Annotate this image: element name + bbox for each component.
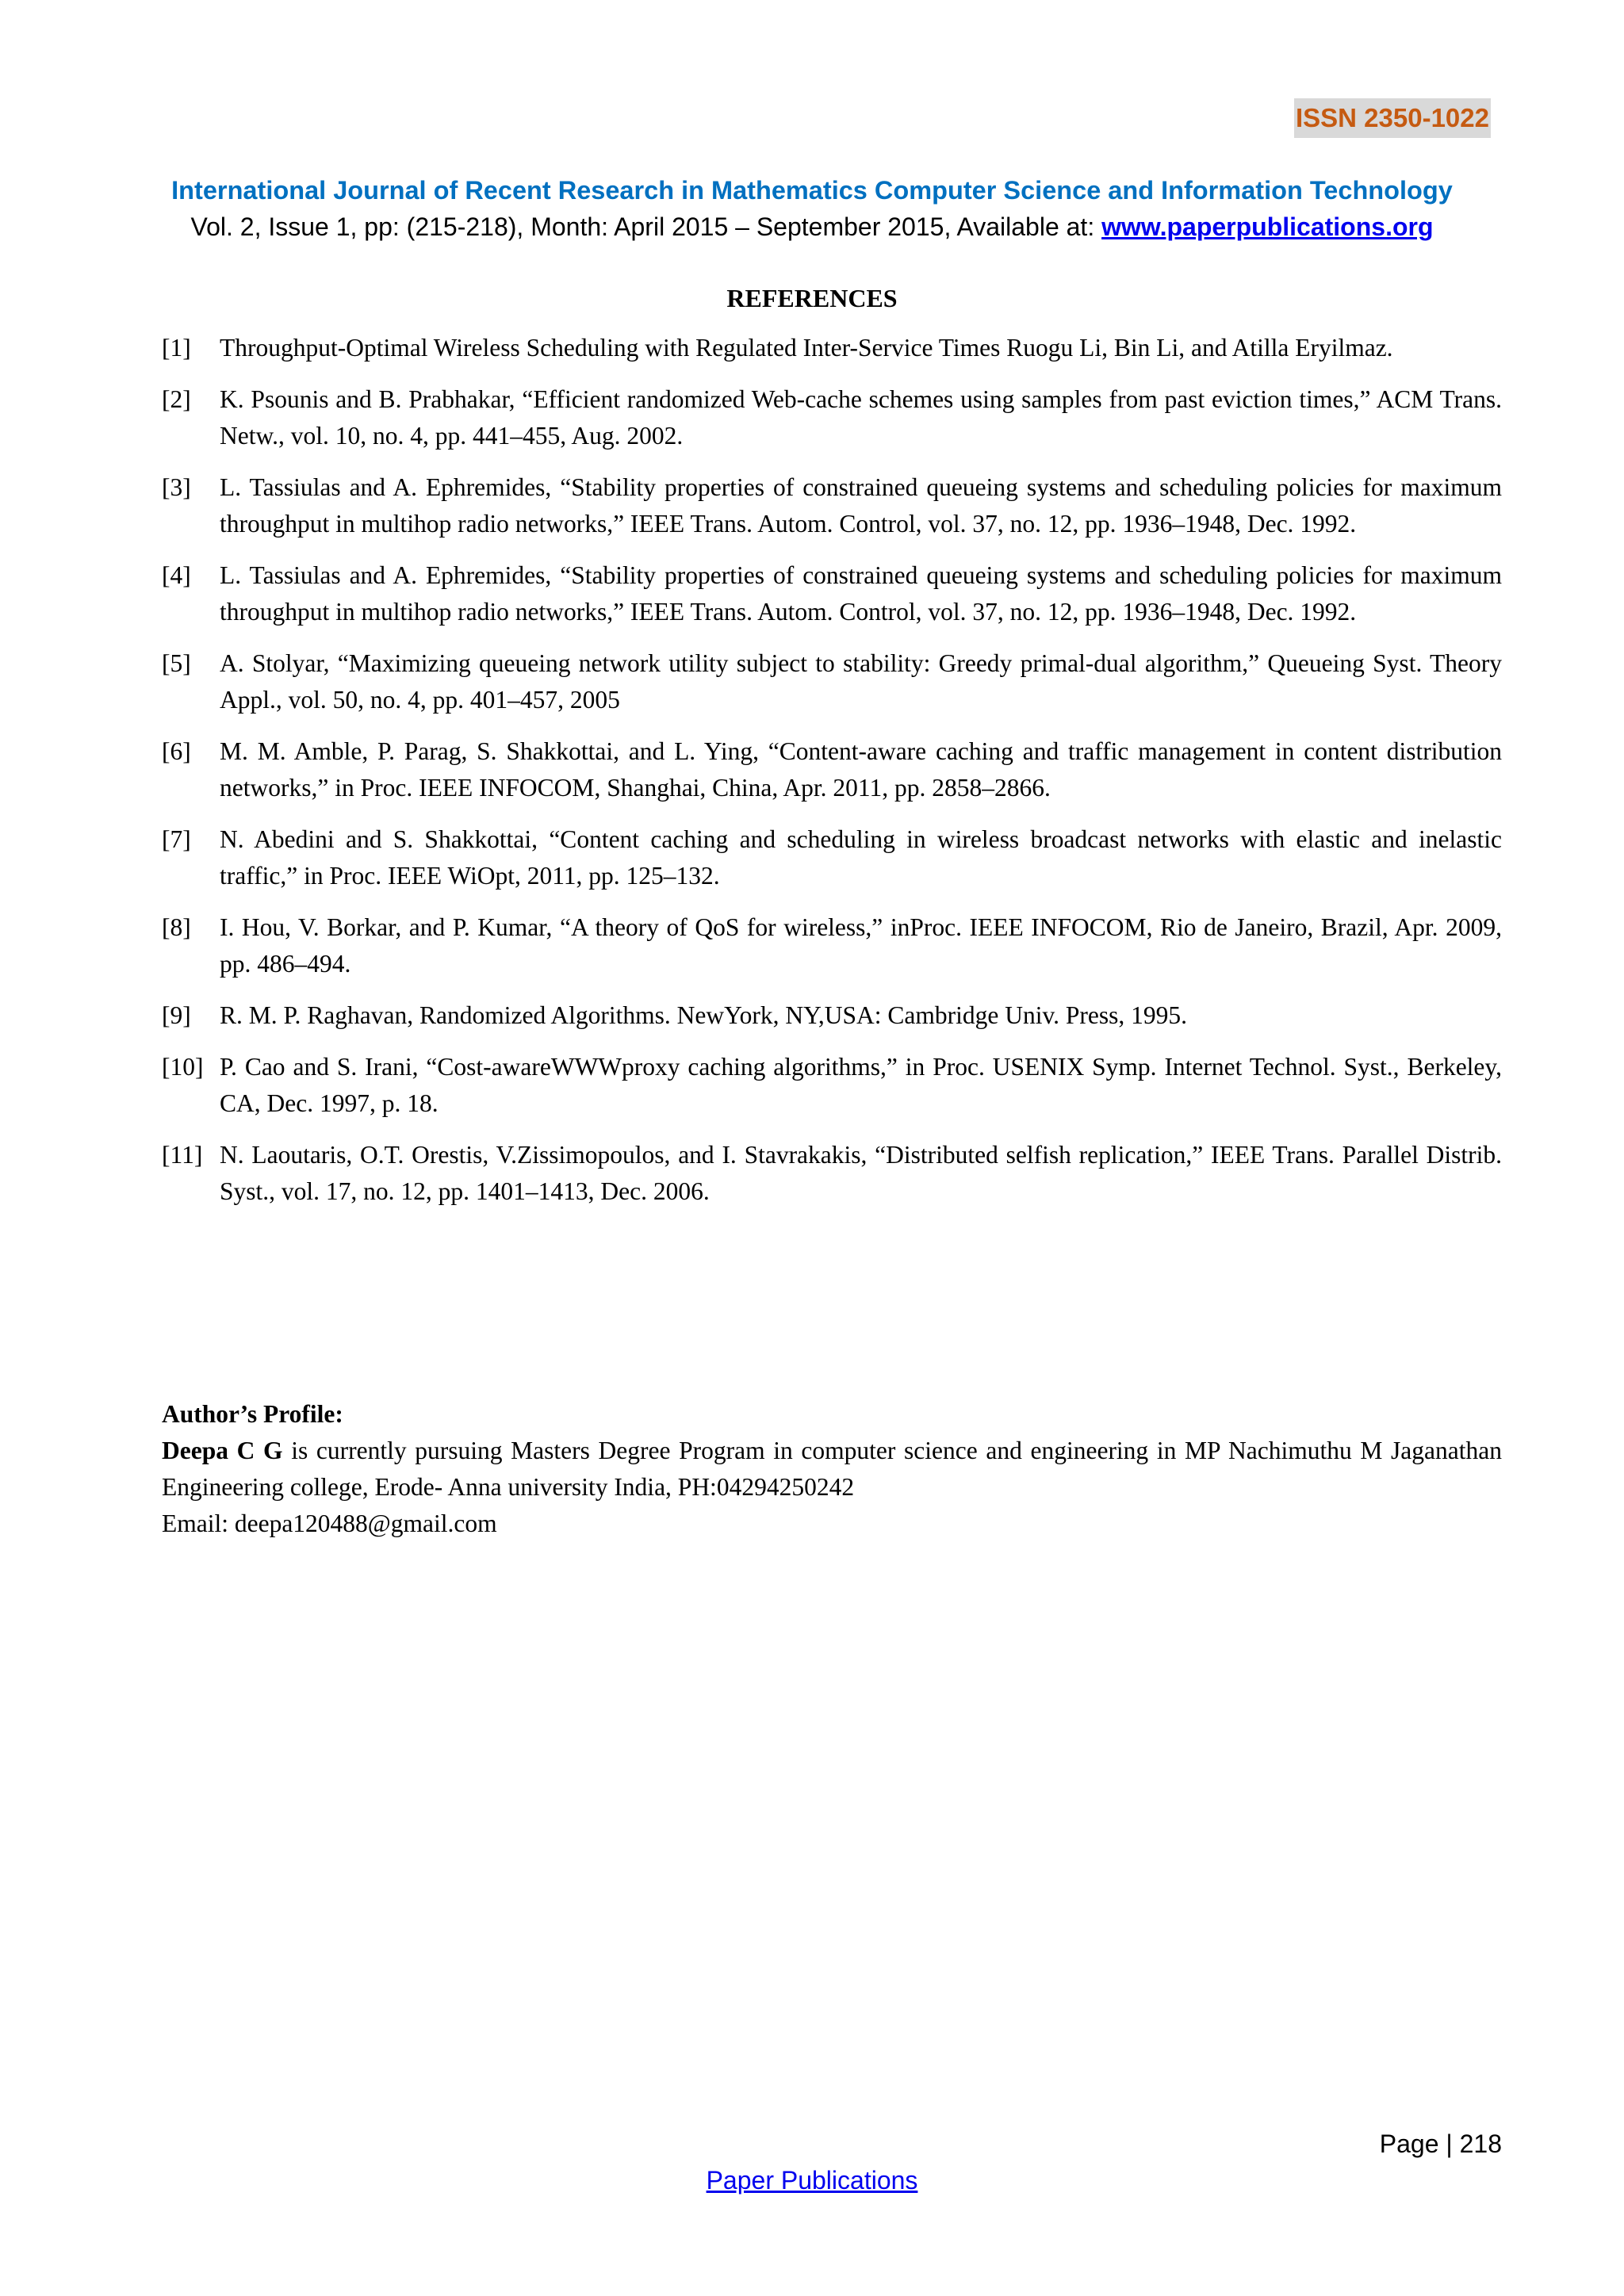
reference-number: [9] [162,1001,191,1029]
publisher-link[interactable]: Paper Publications [706,2166,918,2195]
author-name: Deepa C G [162,1437,283,1464]
reference-number: [7] [162,825,191,853]
reference-item [162,381,1502,454]
reference-text: N. Laoutaris, O.T. Orestis, V.Zissimopoulos, and I. Stavrakakis, “Distributed selfish replication,” IEEE Trans. Parallel Distrib. Syst., vol. 17, no. 12, pp. 1401–1413, Dec. 2006. [220,1141,1502,1205]
volume-text: Vol. 2, Issue 1, pp: (215-218), Month: April 2015 – September 2015, Available at: [190,212,1102,241]
references-heading: REFERENCES [726,284,898,312]
reference-item [162,909,1502,982]
reference-item [162,1049,1502,1122]
author-bio-text: is currently pursuing Masters Degree Program in computer science and engineering in MP Nachimuthu M Jaganathan Engineering college, Erode- Anna university India, PH:04294250242 [162,1437,1502,1501]
author-email: Email: deepa120488@gmail.com [162,1510,497,1537]
reference-item [162,733,1502,806]
reference-item [162,557,1502,630]
reference-text: Throughput-Optimal Wireless Scheduling with Regulated Inter-Service Times Ruogu Li, Bin Li, and Atilla Eryilmaz. [220,334,1393,362]
reference-item [162,997,1502,1034]
reference-text: N. Abedini and S. Shakkottai, “Content caching and scheduling in wireless broadcast networks with elastic and inelastic traffic,” in Proc. IEEE WiOpt, 2011, pp. 125–132. [220,825,1502,890]
website-link[interactable]: www.paperpublications.org [1101,212,1434,241]
page-number: Page | 218 [1379,2130,1502,2158]
references-list [162,330,1502,1225]
reference-number: [4] [162,561,191,589]
author-bio [162,1433,1502,1506]
reference-text: R. M. P. Raghavan, Randomized Algorithms. NewYork, NY,USA: Cambridge Univ. Press, 1995. [220,1001,1188,1029]
reference-text: L. Tassiulas and A. Ephremides, “Stability properties of constrained queueing systems and scheduling policies for maximum throughput in multihop radio networks,” IEEE Trans. Autom. Control, vol. 37, no. 12, pp. 1936–1948, Dec. 1992. [220,473,1502,538]
reference-item [162,469,1502,542]
publisher-footer [0,2163,1624,2198]
reference-text: A. Stolyar, “Maximizing queueing network utility subject to stability: Greedy primal-dual algorithm,” Queueing Syst. Theory Appl., vol. 50, no. 4, pp. 401–457, 2005 [220,649,1502,714]
reference-item [162,821,1502,894]
reference-number: [1] [162,334,191,362]
reference-text: L. Tassiulas and A. Ephremides, “Stability properties of constrained queueing systems and scheduling policies for maximum throughput in multihop radio networks,” IEEE Trans. Autom. Control, vol. 37, no. 12, pp. 1936–1948, Dec. 1992. [220,561,1502,626]
reference-text: I. Hou, V. Borkar, and P. Kumar, “A theory of QoS for wireless,” inProc. IEEE INFOCOM, Rio de Janeiro, Brazil, Apr. 2009, pp. 486–494. [220,913,1502,978]
reference-item [162,645,1502,718]
reference-item [162,1137,1502,1210]
reference-text: M. M. Amble, P. Parag, S. Shakkottai, and L. Ying, “Content-aware caching and traffic management in content distribution networks,” in Proc. IEEE INFOCOM, Shanghai, China, Apr. 2011, pp. 2858–2866. [220,737,1502,802]
issn-badge: ISSN 2350-1022 [1294,98,1491,138]
volume-info [0,209,1624,244]
reference-item [162,330,1502,366]
reference-number: [11] [162,1141,203,1169]
reference-number: [8] [162,913,191,941]
reference-number: [3] [162,473,191,501]
reference-number: [10] [162,1053,204,1081]
reference-text: K. Psounis and B. Prabhakar, “Efficient randomized Web-cache schemes using samples from past eviction times,” ACM Trans. Netw., vol. 10, no. 4, pp. 441–455, Aug. 2002. [220,385,1502,450]
reference-number: [6] [162,737,191,765]
reference-text: P. Cao and S. Irani, “Cost-awareWWWproxy caching algorithms,” in Proc. USENIX Symp. Internet Technol. Syst., Berkeley, CA, Dec. 1997, p. 18. [220,1053,1502,1117]
author-profile [162,1396,1502,1542]
journal-title: International Journal of Recent Research in Mathematics Computer Science and Information Technology [171,176,1453,205]
reference-number: [2] [162,385,191,413]
reference-number: [5] [162,649,191,677]
author-profile-heading: Author’s Profile: [162,1400,343,1428]
